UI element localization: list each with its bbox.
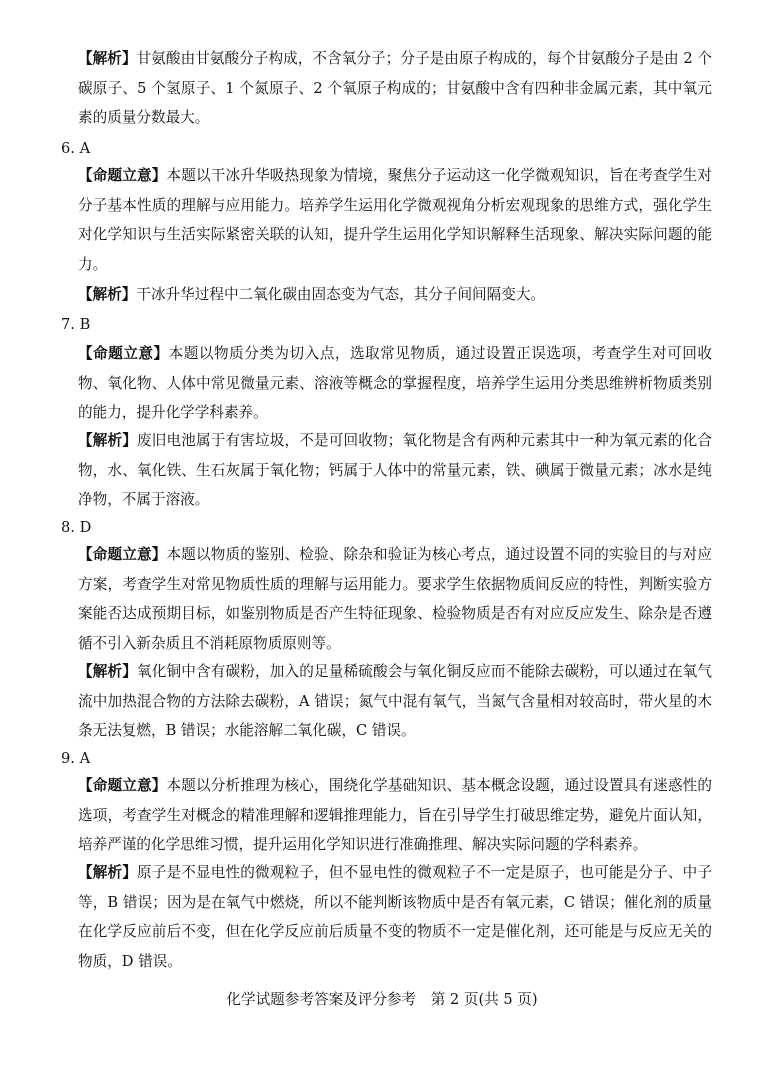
section-tag: 【命题立意】 [78,345,169,362]
paragraph-text: 原子是不显电性的微观粒子，但不显电性的微观粒子不一定是原子，也可能是分子、中子等，B 错误；因为是在氧气中燃烧，所以不能判断该物质中是否有氧元素，C 错误；催化剂的质量在化学反应前后不变，但在化学反应前后质量不变的物质不一定是催化剂，还可能是与反应无关的物质，D 错误。 [78,864,712,970]
intent-paragraph [78,771,712,860]
section-tag: 【解析】 [78,864,137,881]
analysis-paragraph [78,657,712,746]
paragraph-text: 本题以物质分类为切入点，选取常见物质，通过设置正误选项，考查学生对可回收物、氧化物、人体中常见微量元素、溶液等概念的掌握程度，培养学生运用分类思维辨析物质类别的能力，提升化学学科素养。 [78,345,712,421]
section-tag: 【解析】 [78,286,137,303]
intent-paragraph [78,540,712,658]
paragraph-text: 氧化铜中含有碳粉，加入的足量稀硫酸会与氧化铜反应而不能除去碳粉，可以通过在氧气流中加热混合物的方法除去碳粉，A 错误；氮气中混有氧气，当氮气含量相对较高时，带火星的木条无法复燃，B 错误；水能溶解二氧化碳，C 错误。 [78,663,712,739]
analysis-paragraph [78,858,712,976]
analysis-paragraph [78,44,712,133]
intent-paragraph [78,339,712,428]
analysis-paragraph [78,426,712,515]
section-tag: 【命题立意】 [78,546,167,563]
paragraph-text: 本题以分析推理为核心，围绕化学基础知识、基本概念设题，通过设置具有迷惑性的选项，考查学生对概念的精准理解和逻辑推理能力，旨在引导学生打破思维定势，避免片面认知，培养严谨的化学思维习惯，提升运用化学知识进行准确推理、解决实际问题的学科素养。 [78,777,712,853]
analysis-paragraph [78,280,712,310]
section-tag: 【解析】 [78,432,137,449]
answer-number: 8. D [61,519,92,536]
answer-number: 7. B [61,316,91,333]
section-tag: 【命题立意】 [78,167,167,184]
section-tag: 【解析】 [78,50,137,67]
section-tag: 【命题立意】 [78,777,167,794]
paragraph-text: 本题以干冰升华吸热现象为情境，聚焦分子运动这一化学微观知识，旨在考查学生对分子基本性质的理解与应用能力。培养学生运用化学微观视角分析宏观现象的思维方式，强化学生对化学知识与生活实际紧密关联的认知，提升学生运用化学知识解释生活现象、解决实际问题的能力。 [78,167,712,273]
paragraph-text: 本题以物质的鉴别、检验、除杂和验证为核心考点，通过设置不同的实验目的与对应方案，考查学生对常见物质性质的理解与运用能力。要求学生依据物质间反应的特性，判断实验方案能否达成预期目标，如鉴别物质是否产生特征现象、检验物质是否有对应反应发生、除杂是否遵循不引入新杂质且不消耗原物质原则等。 [78,546,712,652]
intent-paragraph [78,161,712,279]
answer-number: 6. A [61,140,91,157]
page-footer: 化学试题参考答案及评分参考 第 2 页(共 5 页) [226,991,538,1008]
section-tag: 【解析】 [78,663,137,680]
paragraph-text: 甘氨酸由甘氨酸分子构成，不含氧分子；分子是由原子构成的，每个甘氨酸分子是由 2 个碳原子、5 个氢原子、1 个氮原子、2 个氧原子构成的；甘氨酸中含有四种非金属元素，其中氧元素的质量分数最大。 [78,50,712,126]
paragraph-text: 干冰升华过程中二氧化碳由固态变为气态，其分子间间隔变大。 [136,286,546,303]
paragraph-text: 废旧电池属于有害垃圾，不是可回收物；氧化物是含有两种元素其中一种为氧元素的化合物，水、氧化铁、生石灰属于氧化物；钙属于人体中的常量元素，铁、碘属于微量元素；冰水是纯净物，不属于溶液。 [78,432,712,508]
answer-number: 9. A [61,750,91,767]
